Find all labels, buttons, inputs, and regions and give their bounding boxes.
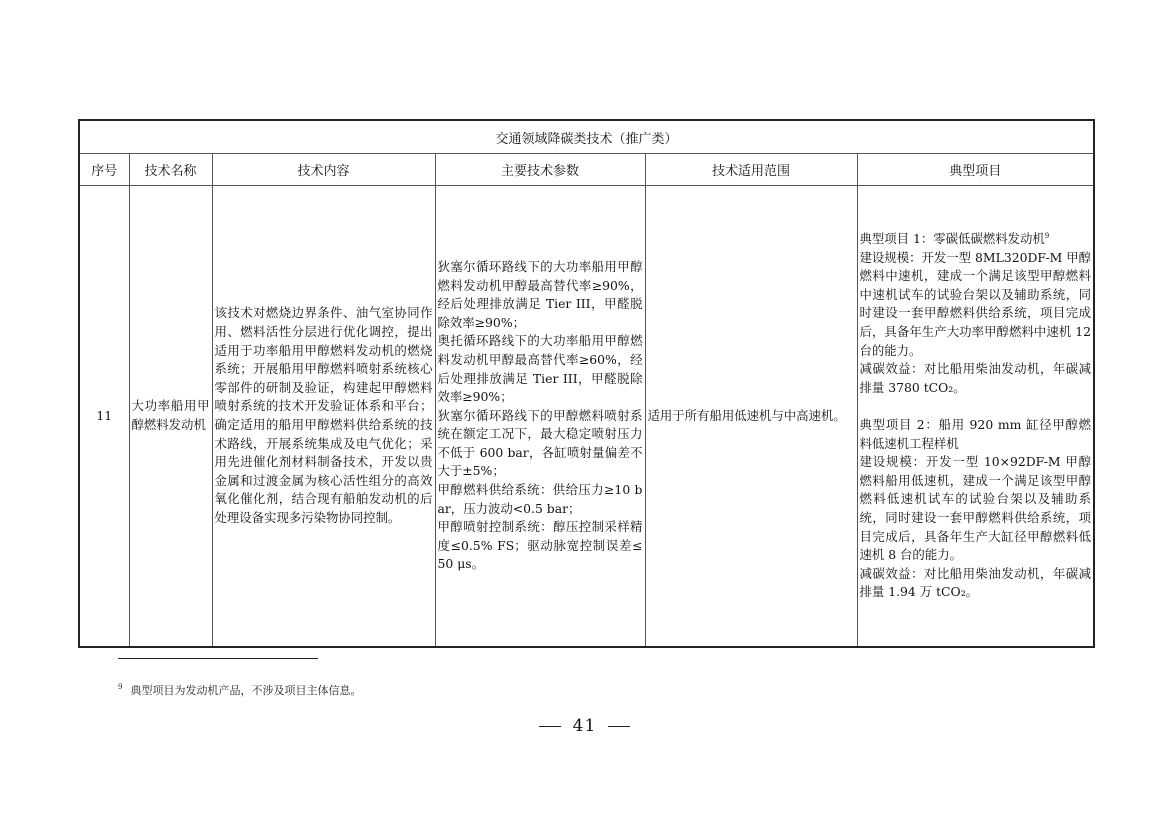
project-1-title-text: 典型项目 1：零碳低碳燃料发动机 — [859, 231, 1045, 247]
table-header-row — [79, 154, 1094, 186]
footnote — [118, 682, 361, 698]
tech-parameters-list — [436, 258, 645, 574]
project-2-scale: 建设规模：开发一型 10×92DF-M 甲醇燃料船用低速机，建成一个满足该型甲醇燃料低速机试车的试验台架以及辅助系统，同时建设一套甲醇燃料供给系统，项目完成后，具备年生产大缸径甲醇燃料低速机 8 台的能力。 — [859, 454, 1092, 563]
parameter-item: 奥托循环路线下的大功率船用甲醇燃料发动机甲醇最高替代率≥60%，经后处理排放满足 Tier III，甲醛脱除效率≥90%； — [437, 333, 643, 405]
footnote-divider — [118, 658, 318, 659]
parameter-item: 甲醇燃料供给系统：供给压力≥10 bar，压力波动<0.5 bar； — [437, 482, 643, 516]
row-tech-name — [129, 186, 212, 648]
project-2-title: 典型项目 2：船用 920 mm 缸径甲醇燃料低速机工程样机 — [859, 417, 1092, 451]
footnote-mark: 9 — [118, 683, 123, 692]
typical-projects-list — [858, 230, 1094, 602]
row-tech-content — [212, 186, 435, 648]
table-row — [79, 186, 1094, 648]
header-content: 技术内容 — [212, 154, 435, 186]
header-parameters: 主要技术参数 — [435, 154, 645, 186]
header-name: 技术名称 — [129, 154, 212, 186]
parameter-item: 狄塞尔循环路线下的甲醇燃料喷射系统在额定工况下，最大稳定喷射压力不低于 600 bar，各缸喷射量偏差不大于±5%； — [437, 407, 643, 479]
footnote-ref[interactable]: 9 — [1044, 231, 1050, 240]
parameter-item: 狄塞尔循环路线下的大功率船用甲醇燃料发动机甲醇最高替代率≥90%，经后处理排放满足 Tier III，甲醛脱除效率≥90%； — [437, 258, 643, 330]
header-scope: 技术适用范围 — [645, 154, 857, 186]
dash-left — [539, 726, 561, 727]
project-1-title — [860, 230, 1092, 249]
tech-table — [78, 119, 1095, 648]
table-title: 交通领域降碳类技术（推广类） — [79, 120, 1094, 154]
parameter-item: 甲醇喷射控制系统：醇压控制采样精度≤0.5% FS；驱动脉宽控制误差≤50 μs。 — [437, 519, 643, 572]
row-index-value: 11 — [96, 407, 113, 423]
spacer — [860, 397, 1092, 416]
project-1-benefit: 减碳效益：对比船用柴油发动机，年碳减排量 3780 tCO₂。 — [859, 361, 1092, 395]
table-title-row — [79, 120, 1094, 154]
row-index — [79, 186, 129, 648]
tech-name-text: 大功率船用甲醇燃料发动机 — [131, 398, 210, 432]
project-1-scale: 建设规模：开发一型 8ML320DF-M 甲醇燃料中速机，建成一个满足该型甲醇燃料中速机试车的试验台架以及辅助系统，同时建设一套甲醇燃料供给系统，项目完成后，具备年生产大功率甲醇燃料中速机 12 台的能力。 — [859, 249, 1092, 358]
row-tech-parameters — [435, 186, 645, 648]
page-number — [0, 716, 1169, 736]
project-2-benefit: 减碳效益：对比船用柴油发动机，年碳减排量 1.94 万 tCO₂。 — [859, 565, 1092, 600]
row-typical-projects — [857, 186, 1094, 648]
footnote-text: 典型项目为发动机产品，不涉及项目主体信息。 — [130, 684, 362, 697]
tech-scope-text: 适用于所有船用低速机与中高速机。 — [647, 407, 846, 423]
page-number-value: 41 — [572, 716, 597, 736]
dash-right — [608, 726, 630, 727]
header-index: 序号 — [79, 154, 129, 186]
tech-content-text: 该技术对燃烧边界条件、油气室协同作用、燃料活性分层进行优化调控，提出适用于功率船用甲醇燃料发动机的燃烧系统；开展船用甲醇燃料喷射系统核心零部件的研制及验证，构建起甲醇燃料喷射系统的技术开发验证体系和平台；确定适用的船用甲醇燃料供给系统的技术路线，开展系统集成及电气优化；采用先进催化剂材料制备技术，开发以贵金属和过渡金属为核心活性组分的高效氧化催化剂，结合现有船舶发动机的后处理设备实现多污染物协同控制。 — [214, 305, 433, 525]
header-projects: 典型项目 — [857, 154, 1094, 186]
row-tech-scope — [645, 186, 857, 648]
